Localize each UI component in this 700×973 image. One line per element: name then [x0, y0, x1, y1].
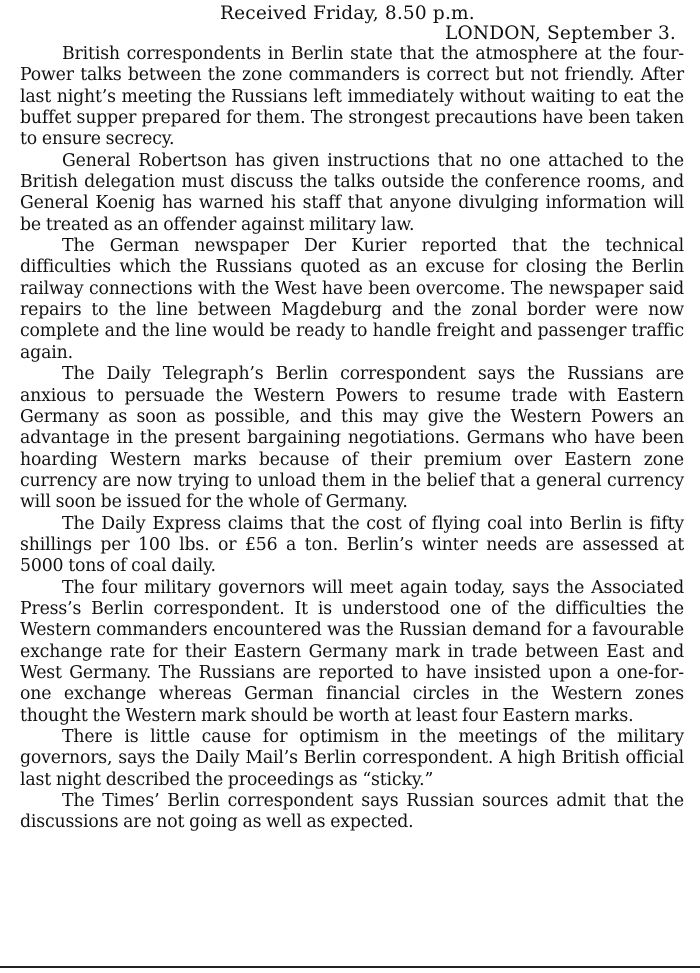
- article-paragraph: There is little cause for optimism in the meetings of the military governors, says the Daily Mail’s Berlin correspondent. A high British official last night described the proceedings as “sticky.”: [20, 727, 684, 790]
- news-article: [20, 4, 684, 834]
- article-paragraph: British correspondents in Berlin state that the atmosphere at the four-Power talks between the zone commanders is correct but not friendly. After last night’s meeting the Russians left immediately without waiting to eat the buffet supper prepared for them. The strongest precautions have been taken to ensure secrecy.: [20, 44, 684, 150]
- article-paragraph: The four military governors will meet again today, says the Associated Press’s Berlin correspondent. It is understood one of the difficulties the Western commanders encountered was the Russian demand for a favourable exchange rate for their Eastern Germany mark in trade between East and West Germany. The Russians are reported to have insisted upon a one-for-one exchange whereas German financial circles in the Western zones thought the Western mark should be worth at least four Eastern marks.: [20, 577, 684, 726]
- article-paragraph: The Times’ Berlin correspondent says Russian sources admit that the discussions are not going as well as expected.: [20, 791, 684, 833]
- received-dateline: Received Friday, 8.50 p.m.: [220, 3, 475, 24]
- bottom-rule-divider: [0, 966, 700, 968]
- article-paragraph: General Robertson has given instructions that no one attached to the British delegation must discuss the talks outside the conference rooms, and General Koenig has warned his staff that anyone divulging information will be treated as an offender against military law.: [20, 150, 684, 235]
- article-paragraph: The Daily Express claims that the cost of flying coal into Berlin is fifty shillings per 100 lbs. or £56 a ton. Berlin’s winter needs are assessed at 5000 tons of coal daily.: [20, 513, 684, 577]
- place-dateline: LONDON, September 3.: [445, 23, 676, 44]
- article-paragraph: The German newspaper Der Kurier reported that the technical difficulties which the Russians quoted as an excuse for closing the Berlin railway connections with the West have been overcome. The newspaper said repairs to the line between Magdeburg and the zonal border were now complete and the line would be ready to handle freight and passenger traffic again.: [20, 236, 684, 363]
- article-paragraph: The Daily Telegraph’s Berlin correspondent says the Russians are anxious to persuade the Western Powers to resume trade with Eastern Germany as soon as possible, and this may give the Western Powers an advantage in the present bargaining negotiations. Germans who have been hoarding Western marks because of their premium over Eastern zone currency are now trying to unload them in the belief that a general currency will soon be issued for the whole of Germany.: [20, 364, 684, 513]
